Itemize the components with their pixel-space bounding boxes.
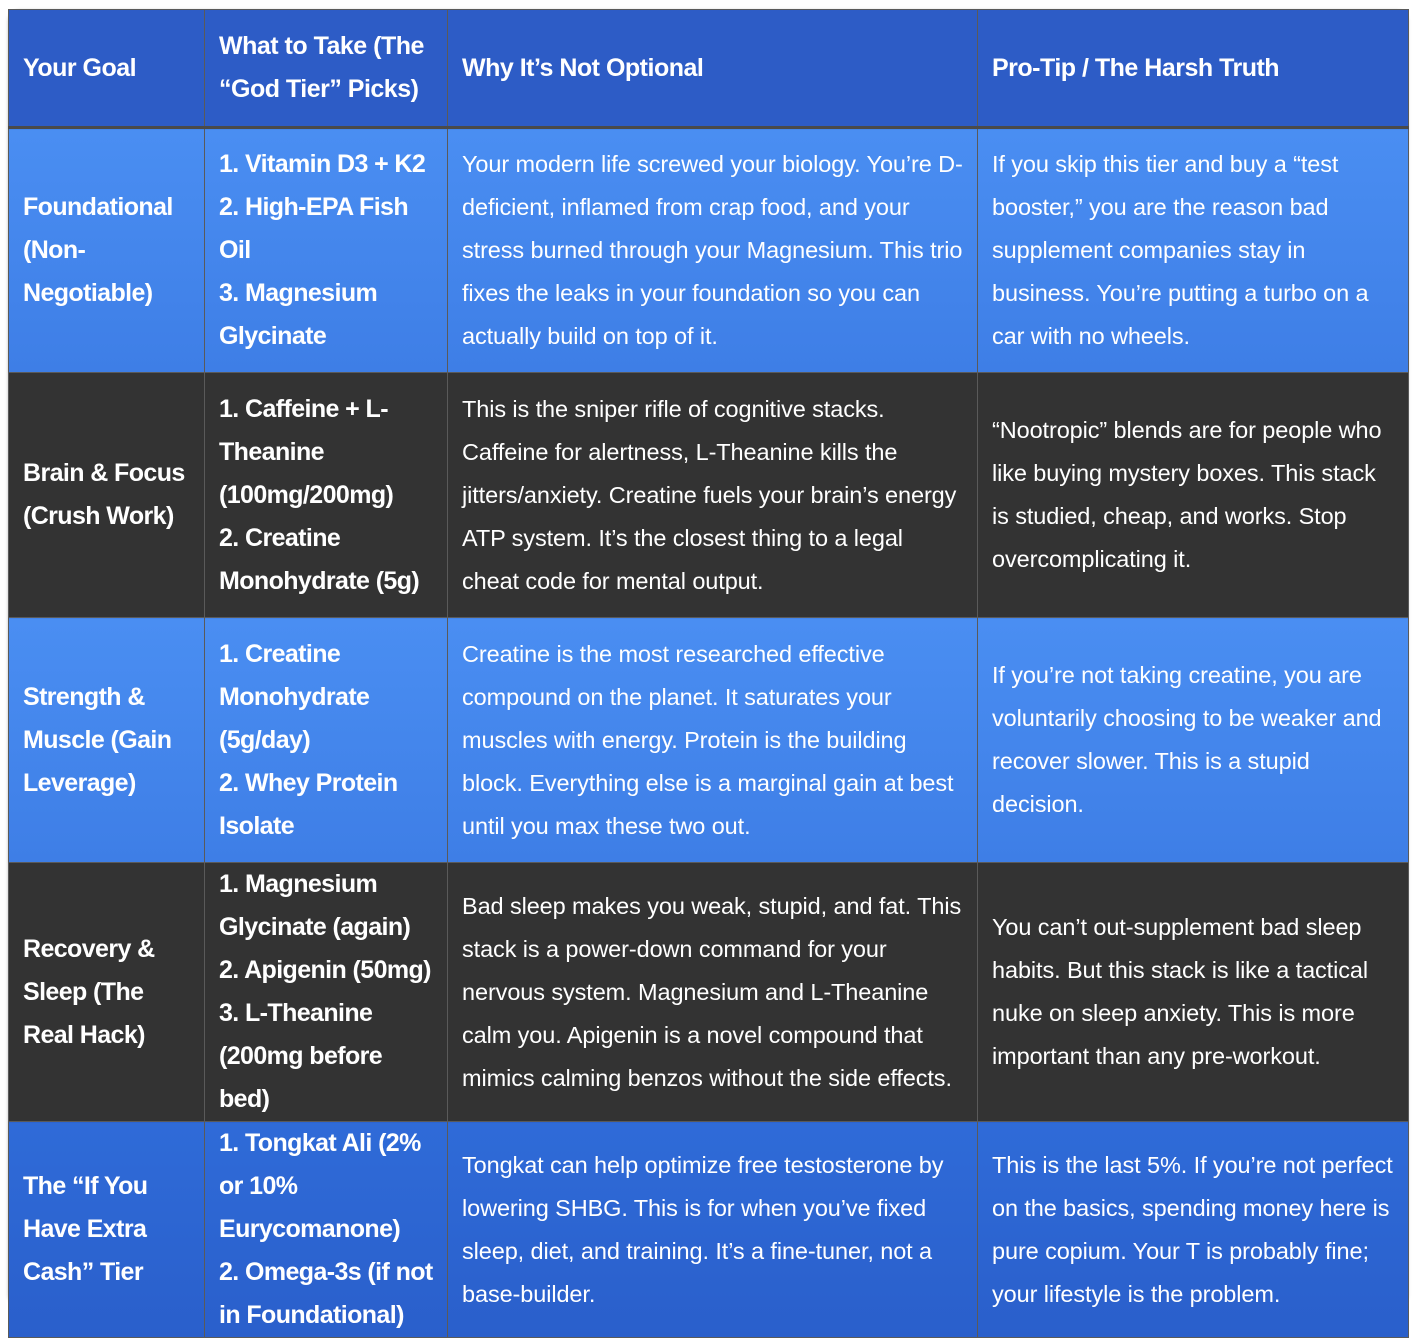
pick-item: 1. Caffeine + L-Theanine (100mg/200mg) — [219, 394, 394, 509]
tip-cell: This is the last 5%. If you’re not perfect on the basics, spending money here is pure copium. Your T is probably fine; your lifestyle is the problem. — [978, 1122, 1409, 1338]
pick-item: 3. L-Theanine (200mg before bed) — [219, 999, 383, 1113]
pick-item: 2. Omega-3s (if not in Foundational) — [219, 1258, 433, 1329]
goal-cell: Foundational (Non-Negotiable) — [9, 128, 205, 373]
goal-cell: Recovery & Sleep (The Real Hack) — [9, 863, 205, 1122]
pick-item: 1. Vitamin D3 + K2 — [219, 150, 426, 178]
header-goal: Your Goal — [9, 10, 205, 128]
picks-cell — [205, 1122, 448, 1338]
table-row — [9, 1122, 1409, 1338]
why-cell: Your modern life screwed your biology. You’re D-deficient, inflamed from crap food, and your stress burned through your Magnesium. This trio fixes the leaks in your foundation so you can actually build on top of it. — [448, 128, 978, 373]
why-cell: This is the sniper rifle of cognitive stacks. Caffeine for alertness, L-Theanine kills the jitters/anxiety. Creatine fuels your brain’s energy ATP system. It’s the closest thing to a legal cheat code for mental output. — [448, 373, 978, 618]
goal-cell: The “If You Have Extra Cash” Tier — [9, 1122, 205, 1338]
pick-item: 2. Whey Protein Isolate — [219, 768, 398, 840]
why-cell: Bad sleep makes you weak, stupid, and fat. This stack is a power-down command for your nervous system. Magnesium and L-Theanine calm you. Apigenin is a novel compound that mimics calming benzos without the side effects. — [448, 863, 978, 1122]
header-pro-tip: Pro-Tip / The Harsh Truth — [978, 10, 1409, 128]
pick-item: 2. Creatine Monohydrate (5g) — [219, 523, 420, 595]
tip-cell: If you’re not taking creatine, you are voluntarily choosing to be weaker and recover slower. This is a stupid decision. — [978, 618, 1409, 863]
header-why: Why It’s Not Optional — [448, 10, 978, 128]
pick-item: 1. Magnesium Glycinate (again) — [219, 870, 411, 941]
pick-item: 1. Creatine Monohydrate (5g/day) — [219, 639, 370, 754]
picks-cell — [205, 618, 448, 863]
table-row — [9, 128, 1409, 373]
goal-cell: Strength & Muscle (Gain Leverage) — [9, 618, 205, 863]
tip-cell: “Nootropic” blends are for people who like buying mystery boxes. This stack is studied, cheap, and works. Stop overcomplicating it. — [978, 373, 1409, 618]
pick-item: 3. Magnesium Glycinate — [219, 279, 378, 350]
table-row — [9, 373, 1409, 618]
why-cell: Tongkat can help optimize free testosterone by lowering SHBG. This is for when you’ve fixed sleep, diet, and training. It’s a fine-tuner, not a base-builder. — [448, 1122, 978, 1338]
header-what-to-take: What to Take (The “God Tier” Picks) — [205, 10, 448, 128]
picks-cell — [205, 128, 448, 373]
picks-cell — [205, 863, 448, 1122]
picks-cell — [205, 373, 448, 618]
supplement-table-container — [8, 9, 1408, 1329]
header-row — [9, 10, 1409, 128]
supplement-table — [8, 9, 1409, 1338]
tip-cell: You can’t out-supplement bad sleep habits. But this stack is like a tactical nuke on sleep anxiety. This is more important than any pre-workout. — [978, 863, 1409, 1122]
pick-item: 2. Apigenin (50mg) — [219, 956, 431, 984]
pick-item: 1. Tongkat Ali (2% or 10% Eurycomanone) — [219, 1129, 421, 1243]
pick-item: 2. High-EPA Fish Oil — [219, 193, 409, 264]
tip-cell: If you skip this tier and buy a “test booster,” you are the reason bad supplement companies stay in business. You’re putting a turbo on a car with no wheels. — [978, 128, 1409, 373]
table-row — [9, 618, 1409, 863]
why-cell: Creatine is the most researched effective compound on the planet. It saturates your muscles with energy. Protein is the building block. Everything else is a marginal gain at best until you max these two out. — [448, 618, 978, 863]
table-row — [9, 863, 1409, 1122]
goal-cell: Brain & Focus (Crush Work) — [9, 373, 205, 618]
